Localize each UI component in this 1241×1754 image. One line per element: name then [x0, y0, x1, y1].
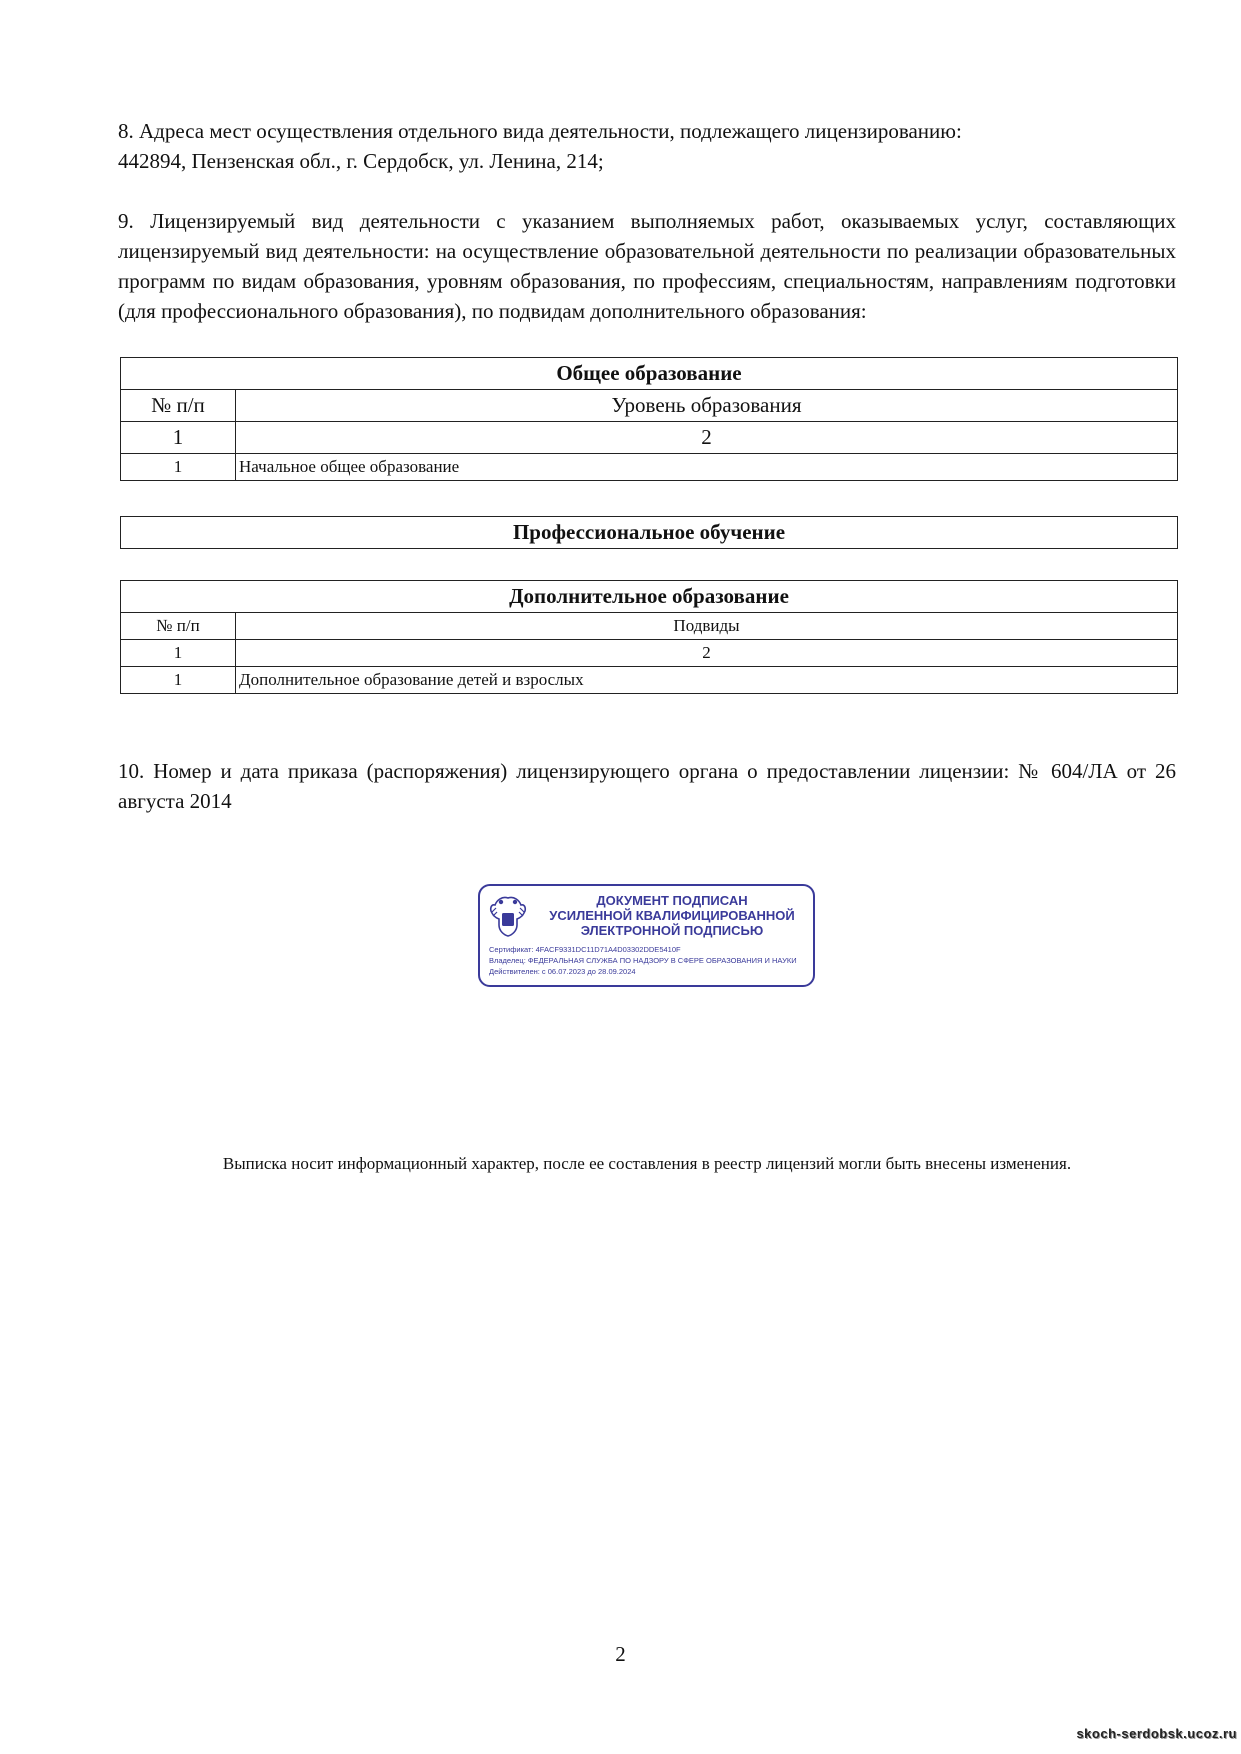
table-title: Дополнительное образование	[121, 581, 1178, 613]
table-header-row	[121, 390, 1178, 422]
table-header-row	[121, 613, 1178, 640]
index-cell: 1	[121, 640, 236, 667]
column-header-subtypes: Подвиды	[236, 613, 1178, 640]
column-header-number: № п/п	[121, 613, 236, 640]
row-value: Начальное общее образование	[236, 454, 1178, 481]
stamp-certificate: Сертификат: 4FACF9331DC11D71A4D03302DDE5410F	[489, 945, 681, 954]
row-value: Дополнительное образование детей и взрослых	[236, 667, 1178, 694]
coat-of-arms-icon	[488, 894, 528, 938]
table-row	[121, 454, 1178, 481]
index-cell: 1	[121, 422, 236, 454]
watermark: skoch-serdobsk.ucoz.ru	[1076, 1726, 1237, 1741]
row-number: 1	[121, 454, 236, 481]
stamp-valid: Действителен: с 06.07.2023 до 28.09.2024	[489, 967, 636, 976]
professional-training-table	[120, 516, 1178, 549]
section8-address: 442894, Пензенская обл., г. Сердобск, ул. Ленина, 214;	[118, 149, 604, 173]
table-row	[121, 667, 1178, 694]
section10-text: 10. Номер и дата приказа (распоряжения) лицензирующего органа о предоставлении лицензии: № 604/ЛА от 26 августа 2014	[118, 759, 1176, 813]
electronic-signature-stamp	[478, 884, 815, 987]
column-header-number: № п/п	[121, 390, 236, 422]
stamp-title: ДОКУМЕНТ ПОДПИСАН УСИЛЕННОЙ КВАЛИФИЦИРОВАННОЙ ЭЛЕКТРОННОЙ ПОДПИСЬЮ	[549, 893, 795, 938]
table-title: Общее образование	[121, 358, 1178, 390]
table-index-row	[121, 422, 1178, 454]
section8-heading: 8. Адреса мест осуществления отдельного вида деятельности, подлежащего лицензированию:	[118, 119, 962, 143]
index-cell: 2	[236, 422, 1178, 454]
table-index-row	[121, 640, 1178, 667]
table-title: Профессиональное обучение	[121, 517, 1178, 549]
column-header-level: Уровень образования	[236, 390, 1178, 422]
stamp-owner: Владелец: ФЕДЕРАЛЬНАЯ СЛУЖБА ПО НАДЗОРУ В СФЕРЕ ОБРАЗОВАНИЯ И НАУКИ	[489, 956, 797, 965]
stamp-details	[489, 944, 814, 977]
general-education-table	[120, 357, 1178, 481]
page-number: 2	[615, 1642, 626, 1666]
section9-text: 9. Лицензируемый вид деятельности с указанием выполняемых работ, оказываемых услуг, составляющих лицензируемый вид деятельности: на осуществление образовательной деятельности по реализации образовательных программ по видам образования, уровням образования, по профессиям, специальностям, направлениям подготовки (для профессионального образования), по подвидам дополнительного образования:	[118, 209, 1176, 323]
additional-education-table	[120, 580, 1178, 694]
index-cell: 2	[236, 640, 1178, 667]
footnote: Выписка носит информационный характер, после ее составления в реестр лицензий могли быть внесены изменения.	[222, 1154, 1072, 1173]
row-number: 1	[121, 667, 236, 694]
